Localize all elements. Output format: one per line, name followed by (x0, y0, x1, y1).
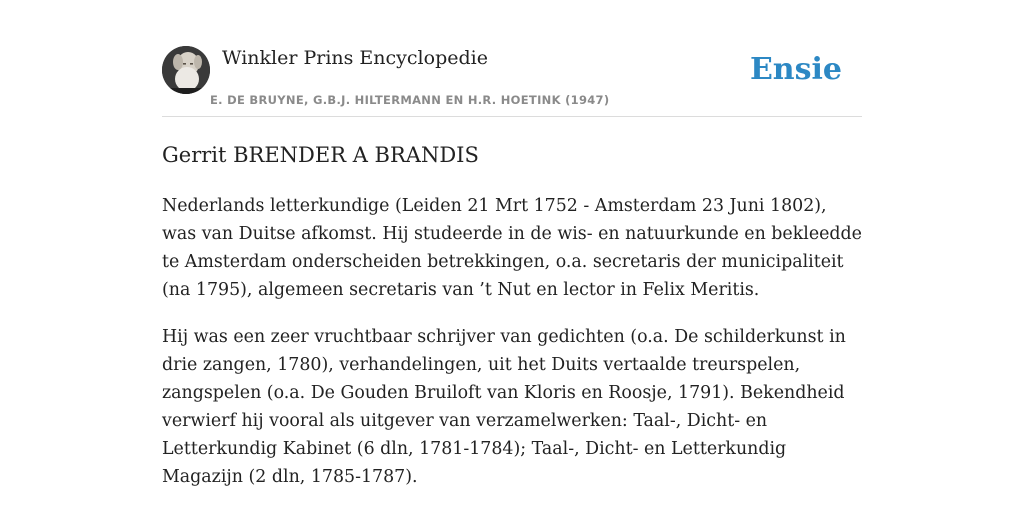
site-header (162, 46, 862, 117)
article-title: Gerrit BRENDER A BRANDIS (162, 143, 479, 167)
portrait-icon (162, 46, 210, 94)
ensie-logo-link[interactable]: Ensie (749, 52, 842, 87)
publication-authors: E. DE BRUYNE, G.B.J. HILTERMANN EN H.R. HOETINK (1947) (210, 93, 610, 107)
portrait-avatar (162, 46, 210, 94)
article (162, 140, 862, 491)
article-paragraph-1: Nederlands letterkundige (Leiden 21 Mrt 1752 - Amsterdam 23 Juni 1802), was van Duitse afkomst. Hij studeerde in de wis- en natuurkunde en bekleedde te Amsterdam onderscheiden betrekkingen, o.a. secretaris der municipaliteit (na 1795), algemeen secretaris van ’t Nut en lector in Felix Meritis. (162, 196, 862, 300)
publication-title[interactable]: Winkler Prins Encyclopedie (222, 47, 488, 69)
article-paragraph-2: Hij was een zeer vruchtbaar schrijver van gedichten (o.a. De schilderkunst in drie zangen, 1780), verhandelingen, uit het Duits vertaalde treurspelen, zangspelen (o.a. De Gouden Bruiloft van Kloris en Roosje, 1791). Bekendheid verwierf hij vooral als uitgever van verzamelwerken: Taal-, Dicht- en Letterkundig Kabinet (6 dln, 1781-1784); Taal-, Dicht- en Letterkundig Magazijn (2 dln, 1785-1787). (162, 327, 846, 487)
